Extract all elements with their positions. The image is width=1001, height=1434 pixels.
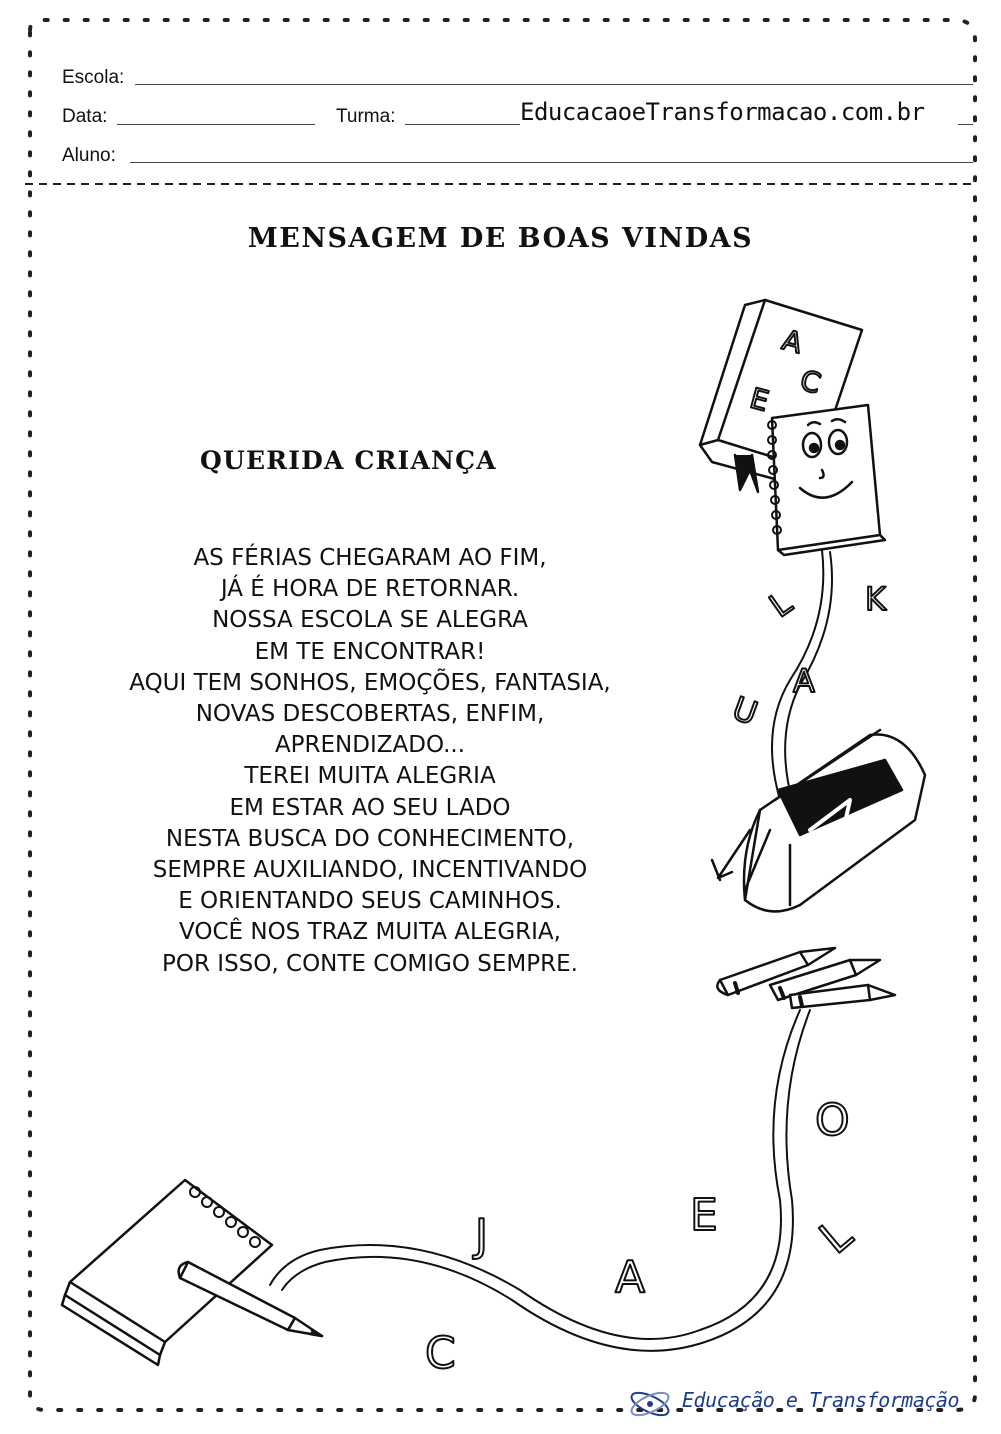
smiling-notebook-icon [768, 405, 885, 555]
footer-brand: Educação e Transformação [682, 1388, 959, 1412]
decorative-letter: L [762, 583, 799, 625]
poem-line: JÁ É HORA DE RETORNAR. [220, 576, 520, 603]
poem-line: SEMPRE AUXILIANDO, INCENTIVANDO [152, 857, 588, 884]
decorative-letter: A [615, 1252, 646, 1303]
decorative-letter: O [815, 1095, 850, 1146]
poem-line: NOVAS DESCOBERTAS, ENFIM, [195, 701, 545, 728]
poem-line: AQUI TEM SONHOS, EMOÇÕES, FANTASIA, [129, 669, 611, 696]
poem-line: EM TE ENCONTRAR! [254, 638, 486, 665]
student-label: Aluno: [62, 145, 116, 166]
website-url: EducacaoeTransformacao.com.br [520, 98, 925, 126]
poem-line: NESTA BUSCA DO CONHECIMENTO, [165, 825, 575, 852]
class-label: Turma: [336, 106, 396, 127]
greeting-heading: QUERIDA CRIANÇA [200, 446, 497, 475]
school-label: Escola: [62, 67, 125, 88]
decorative-letter: J [475, 1210, 488, 1261]
crayons-icon [717, 948, 895, 1008]
poem-line: E ORIENTANDO SEUS CAMINHOS. [178, 888, 562, 915]
poem-line: POR ISSO, CONTE COMIGO SEMPRE. [162, 950, 578, 977]
poem-line: AS FÉRIAS CHEGARAM AO FIM, [193, 545, 547, 571]
page-title: MENSAGEM DE BOAS VINDAS [247, 223, 754, 254]
pencil-case-icon [712, 730, 925, 911]
book-letter: C [796, 363, 825, 401]
poem-line: EM ESTAR AO SEU LADO [229, 794, 511, 821]
decorative-letter: L [810, 1209, 862, 1264]
poem-line: VOCÊ NOS TRAZ MUITA ALEGRIA, [179, 919, 561, 946]
date-label: Data: [62, 106, 108, 127]
book-letter: A [778, 323, 806, 361]
spiral-notepad-icon [62, 1180, 272, 1365]
poem-line: APRENDIZADO... [274, 732, 466, 759]
decorative-letter: U [727, 689, 763, 733]
decorative-letter: K [865, 580, 886, 618]
atom-logo-icon [625, 1384, 675, 1424]
decorative-letter: A [793, 662, 815, 700]
poem-line: NOSSA ESCOLA SE ALEGRA [212, 607, 528, 634]
decorative-letter: C [425, 1328, 456, 1379]
poem-line: TEREI MUITA ALEGRIA [244, 763, 496, 790]
decorative-letter: E [690, 1190, 718, 1241]
book-letter: E [746, 381, 773, 418]
